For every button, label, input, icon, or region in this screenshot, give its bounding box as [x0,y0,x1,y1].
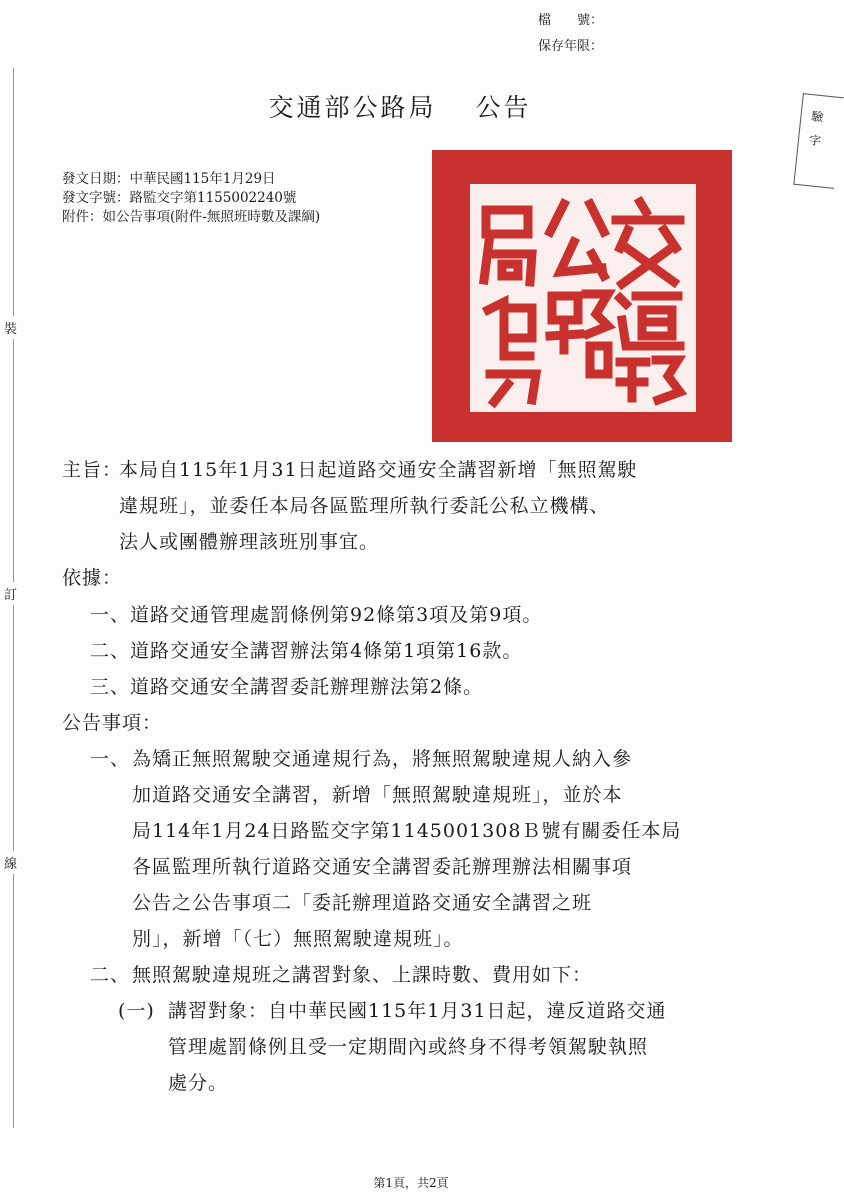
official-seal [432,150,732,442]
announcement-item-1-line-2: 加道路交通安全講習，新增「無照駕駛違規班」，並於本 [132,784,623,806]
edge-stamp [793,93,843,189]
announcement-item-2-line: 無照駕駛違規班之講習對象、上課時數、費用如下： [132,964,593,986]
subject-line-2: 違規班」，並委任本局各區監理所執行委託公私立機構、 [119,495,610,517]
basis-item-1: 一、道路交通管理處罰條例第92條第3項及第9項。 [90,604,543,626]
file-meta [538,8,603,60]
retention-label: 保存年限： [538,39,604,54]
document-number: 發文字號：路監交字第1155002240號 [62,190,297,206]
edge-stamp-char2: 字 [808,133,822,149]
announcement-item-1-marker: 一、 [90,748,131,770]
announcement-label: 公告事項： [62,712,163,734]
binding-char-bottom: 線 [4,851,17,874]
subject-label: 主旨： [62,459,123,481]
binding-char-top: 裝 [4,316,17,339]
announcement-item-2-marker: 二、 [90,964,131,986]
basis-item-3: 三、道路交通安全講習委託辦理辦法第2條。 [90,676,484,698]
announcement-sub-1-line-3: 處分。 [168,1072,229,1094]
file-number-label: 檔 號： [538,13,604,28]
page-title: 交通部公路局 公告 [268,93,532,122]
subject-line-3: 法人或團體辦理該班別事宜。 [119,531,380,553]
edge-stamp-char1: 驗 [810,109,825,125]
announcement-item-1-line-6: 別」，新增「（七）無照駕駛違規班」。 [132,928,464,950]
announcement-item-1-line-3: 局114年1月24日路監交字第1145001308Ｂ號有關委任本局 [132,820,682,842]
announcement-sub-1-marker: (一) [118,1000,155,1022]
subject-line-1: 本局自115年1月31日起道路交通安全講習新增「無照駕駛 [119,459,638,481]
page-footer: 第1頁，共2頁 [373,1176,449,1190]
announcement-item-1-line-5: 公告之公告事項二「委託辦理道路交通安全講習之班 [132,892,593,914]
attachment-note: 附件：如公告事項(附件-無照班時數及課綱) [62,209,321,225]
announcement-sub-1-line-1: 講習對象：自中華民國115年1月31日起，違反道路交通 [168,1000,667,1022]
document-info [62,170,320,227]
basis-label: 依據： [62,567,123,589]
issue-date: 發文日期：中華民國115年1月29日 [62,171,276,187]
announcement-item-1-line-4: 各區監理所執行道路交通安全講習委託辦理辦法相關事項 [132,856,633,878]
announcement-sub-1-line-2: 管理處罰條例且受一定期間內或終身不得考領駕駛執照 [168,1036,649,1058]
basis-item-2: 二、道路交通安全講習辦法第4條第1項第16款。 [90,640,523,662]
binding-char-middle: 訂 [4,582,17,605]
announcement-item-1-line-1: 為矯正無照駕駛交通違規行為，將無照駕駛違規人納入參 [132,748,633,770]
